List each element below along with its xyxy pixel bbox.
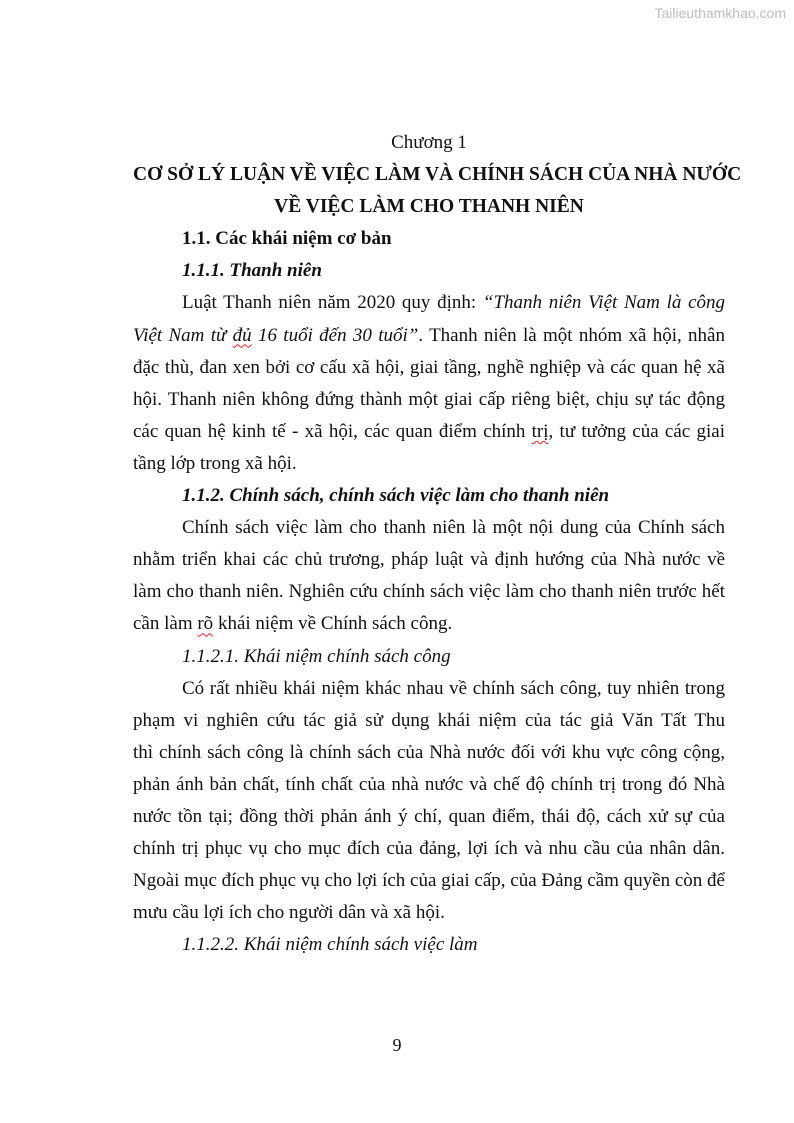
- text-segment: đủ: [232, 324, 252, 346]
- text-segment: “Thanh niên Việt Nam là công: [482, 292, 725, 314]
- text-segment: thì chính sách công là chính sách của Nhà nước đối với khu vực công cộng,: [133, 741, 725, 763]
- text-line: [133, 801, 725, 833]
- text-segment: VỀ VIỆC LÀM CHO THANH NIÊN: [274, 196, 584, 218]
- text-line: [133, 255, 725, 287]
- text-line: [133, 929, 725, 961]
- text-segment: , tư tưởng của các giai: [548, 420, 725, 442]
- text-line: [133, 673, 725, 705]
- text-segment: Có rất nhiều khái niệm khác nhau về chính sách công, tuy nhiên trong: [182, 677, 725, 699]
- text-segment: . Thanh niên là một nhóm xã hội, nhân: [418, 324, 725, 346]
- text-line: [133, 320, 725, 352]
- text-segment: 16 tuổi đến 30 tuổi”: [251, 324, 419, 346]
- text-segment: làm cho thanh niên. Nghiên cứu chính sách việc làm cho thanh niên trước hết: [133, 581, 725, 603]
- text-line: [133, 352, 725, 384]
- text-segment: phản ánh bản chất, tính chất của nhà nước và chế độ chính trị trong đó Nhà: [133, 773, 725, 795]
- text-segment: phạm vi nghiên cứu tác giả sử dụng khái niệm của tác giả Văn Tất Thu: [133, 709, 725, 731]
- text-segment: Việt Nam từ: [133, 324, 233, 346]
- text-segment: Chương 1: [391, 132, 467, 153]
- text-line: [133, 705, 725, 737]
- text-line: [133, 223, 725, 255]
- text-line: [133, 448, 725, 480]
- text-segment: 1.1.2.2. Khái niệm chính sách việc làm: [182, 934, 478, 956]
- text-line: [133, 416, 725, 448]
- text-segment: trị: [531, 420, 549, 442]
- text-segment: Chính sách việc làm cho thanh niên là một nội dung của Chính sách: [182, 517, 725, 539]
- text-line: [133, 608, 725, 640]
- text-line: [133, 127, 725, 159]
- text-line: [133, 897, 725, 929]
- text-segment: Ngoài mục đích phục vụ cho lợi ích của giai cấp, của Đảng cầm quyền còn để: [133, 870, 725, 892]
- text-segment: hội. Thanh niên không đứng thành một giai cấp riêng biệt, chịu sự tác động: [133, 388, 725, 410]
- text-segment: chính trị phục vụ cho mục đích của đảng, lợi ích và nhu cầu của nhân dân.: [133, 838, 725, 860]
- text-segment: các quan hệ kinh tế - xã hội, các quan điểm chính: [133, 420, 532, 442]
- text-line: [133, 544, 725, 576]
- text-line: [133, 641, 725, 673]
- text-segment: Luật Thanh niên năm 2020 quy định:: [182, 292, 483, 314]
- text-line: [133, 480, 725, 512]
- text-line: [133, 865, 725, 897]
- text-segment: 1.1.2. Chính sách, chính sách việc làm cho thanh niên: [182, 485, 610, 507]
- text-line: [133, 159, 742, 191]
- text-line: [133, 576, 725, 608]
- text-segment: cần làm: [133, 613, 198, 635]
- text-line: [133, 512, 725, 544]
- text-line: [133, 833, 725, 865]
- text-line: [133, 191, 725, 223]
- watermark: Tailieuthamkhao.com: [654, 5, 786, 21]
- text-segment: tầng lớp trong xã hội.: [133, 452, 297, 474]
- text-line: [133, 287, 725, 319]
- text-segment: nước tồn tại; đồng thời phản ánh ý chí, quan điểm, thái độ, cách xử sự của: [133, 805, 725, 827]
- text-segment: 1.1. Các khái niệm cơ bản: [182, 228, 392, 250]
- text-line: [133, 384, 725, 416]
- text-line: [133, 737, 725, 769]
- text-segment: đặc thù, đan xen bởi cơ cấu xã hội, giai tầng, nghề nghiệp và các quan hệ xã: [133, 356, 725, 378]
- page-number: 9: [392, 1035, 402, 1055]
- text-segment: nhằm triển khai các chủ trương, pháp luật và định hướng của Nhà nước về: [133, 549, 725, 571]
- document-body: [133, 127, 742, 961]
- text-segment: CƠ SỞ LÝ LUẬN VỀ VIỆC LÀM VÀ CHÍNH SÁCH CỦA NHÀ NƯỚC: [133, 164, 742, 186]
- text-segment: mưu cầu lợi ích cho người dân và xã hội.: [133, 902, 445, 924]
- text-segment: khái niệm về Chính sách công.: [213, 613, 453, 635]
- text-segment: rõ: [197, 613, 214, 635]
- text-segment: 1.1.2.1. Khái niệm chính sách công: [182, 645, 451, 667]
- text-segment: 1.1.1. Thanh niên: [182, 260, 322, 282]
- text-line: [133, 769, 725, 801]
